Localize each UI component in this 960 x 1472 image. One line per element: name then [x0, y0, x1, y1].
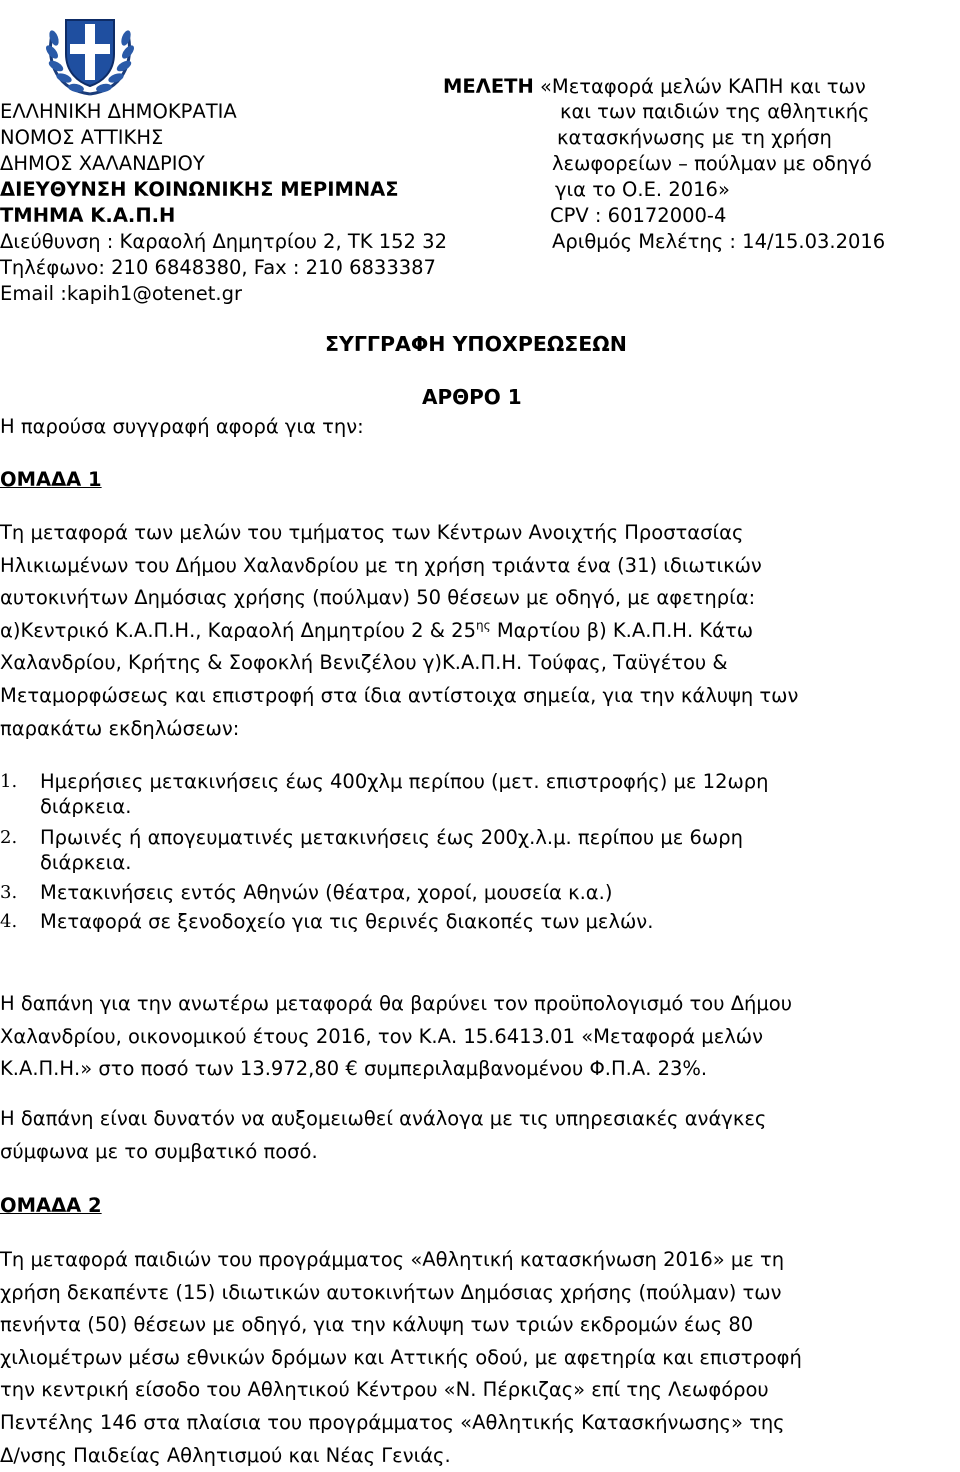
paragraph-line: Χαλανδρίου, οικονομικού έτους 2016, τον Κ.Α. 15.6413.01 «Μεταφορά μελών	[0, 1024, 764, 1048]
list-number: 4.	[0, 911, 18, 932]
paragraph-line: Τη μεταφορά των μελών του τμήματος των Κέντρων Ανοιχτής Προστασίας	[0, 521, 744, 544]
paragraph-line: Χαλανδρίου, Κρήτης & Σοφοκλή Βενιζέλου γ)Κ.Α.Π.Η. Τούφας, Ταϋγέτου &	[0, 651, 728, 675]
paragraph-line: Κ.Α.Π.Η.» στο ποσό των 13.972,80 € συμπεριλαμβανομένου Φ.Π.Α. 23%.	[0, 1057, 708, 1081]
paragraph-line: αυτοκινήτων Δημόσιας χρήσης (πούλμαν) 50 θέσεων με οδηγό, με αφετηρία:	[0, 586, 756, 610]
paragraph-line: Πεντέλης 146 στα πλαίσια του προγράμματος «Αθλητικής Κατασκήνωσης» της	[0, 1410, 785, 1434]
study-title-text: «Μεταφορά μελών ΚΑΠΗ και των	[539, 75, 866, 98]
paragraph-line: παρακάτω εκδηλώσεων:	[0, 716, 240, 740]
study-title-line: κατασκήνωσης με τη χρήση	[557, 126, 832, 149]
paragraph-line: χρήση δεκαπέντε (15) ιδιωτικών αυτοκινήτων Δημόσιας χρήσης (πούλμαν) των	[0, 1280, 782, 1304]
study-title-line-1	[443, 74, 866, 100]
paragraph-line: Ηλικιωμένων του Δήμου Χαλανδρίου με τη χρήση τριάντα ένα (31) ιδιωτικών	[0, 553, 762, 577]
cpv-code: CPV : 60172000-4	[550, 204, 727, 227]
header-address: Διεύθυνση : Καραολή Δημητρίου 2, ΤΚ 152 32	[0, 230, 447, 253]
list-number: 3.	[0, 882, 18, 903]
header-phone: Τηλέφωνο: 210 6848380, Fax : 210 6833387	[0, 256, 436, 279]
paragraph-line: χιλιομέτρων μέσω εθνικών δρόμων και Αττικής οδού, με αφετηρία και επιστροφή	[0, 1345, 802, 1369]
list-text: διάρκεια.	[40, 794, 132, 818]
section-name: ΤΜΗΜΑ Κ.Α.Π.Η	[0, 204, 176, 227]
study-title-line: λεωφορείων – πούλμαν με οδηγό	[552, 152, 872, 175]
paragraph-line: την κεντρική είσοδο του Αθλητικού Κέντρου «Ν. Πέρκιζας» επί της Λεωφόρου	[0, 1378, 769, 1402]
paragraph-line: πενήντα (50) θέσεων με οδηγό, για την κάλυψη των τριών εκδρομών έως 80	[0, 1313, 754, 1337]
coat-of-arms-icon	[40, 4, 140, 100]
paragraph-line: Δ/νσης Παιδείας Αθλητισμού και Νέας Γενιάς.	[0, 1443, 451, 1467]
group-1-paragraph	[0, 517, 957, 745]
header-email: Email :kapih1@otenet.gr	[0, 282, 242, 305]
study-title-line: και των παιδιών της αθλητικής	[560, 100, 870, 123]
ordinal-suffix: ης	[475, 618, 491, 633]
list-number: 2.	[0, 827, 18, 848]
intro-text: Η παρούσα συγγραφή αφορά για την:	[0, 415, 364, 438]
paragraph-line: Τη μεταφορά παιδιών του προγράμματος «Αθλητική κατασκήνωση 2016» με τη	[0, 1248, 785, 1271]
line-segment: Μαρτίου β) Κ.Α.Π.Η. Κάτω	[490, 618, 754, 642]
list-text: Ημερήσιες μετακινήσεις έως 400χλμ περίπου (μετ. επιστροφής) με 12ωρη	[40, 770, 769, 793]
list-number: 1.	[0, 771, 18, 792]
list-text: Μετακινήσεις εντός Αθηνών (θέατρα, χοροί, μουσεία κ.α.)	[40, 881, 613, 904]
header-left-line: ΝΟΜΟΣ ΑΤΤΙΚΗΣ	[0, 126, 164, 149]
article-heading: ΑΡΘΡΟ 1	[422, 385, 522, 409]
department-name: ΔΙΕΥΘΥΝΣΗ ΚΟΙΝΩΝΙΚΗΣ ΜΕΡΙΜΝΑΣ	[0, 178, 399, 201]
paragraph-line	[0, 615, 957, 648]
cost-paragraph	[0, 988, 957, 1086]
study-label: ΜΕΛΕΤΗ	[443, 75, 534, 98]
increase-paragraph	[0, 1103, 957, 1168]
header-left-line: ΔΗΜΟΣ ΧΑΛΑΝΔΡΙΟΥ	[0, 152, 205, 175]
paragraph-line: σύμφωνα με το συμβατικό ποσό.	[0, 1139, 318, 1163]
list-text: Πρωινές ή απογευματινές μετακινήσεις έως 200χ.λ.μ. περίπου με 6ωρη	[40, 826, 743, 849]
group-2-paragraph	[0, 1244, 957, 1472]
paragraph-line: Η δαπάνη για την ανωτέρω μεταφορά θα βαρύνει τον προϋπολογισμό του Δήμου	[0, 992, 793, 1015]
document-title: ΣΥΓΓΡΑΦΗ ΥΠΟΧΡΕΩΣΕΩΝ	[325, 332, 627, 356]
list-text: Μεταφορά σε ξενοδοχείο για τις θερινές διακοπές των μελών.	[40, 910, 654, 933]
list-text: διάρκεια.	[40, 850, 132, 874]
study-number: Αριθμός Μελέτης : 14/15.03.2016	[552, 230, 886, 253]
line-segment: α)Κεντρικό Κ.Α.Π.Η., Καραολή Δημητρίου 2 & 25	[0, 618, 476, 642]
paragraph-line: Μεταμορφώσεως και επιστροφή στα ίδια αντίστοιχα σημεία, για την κάλυψη των	[0, 683, 799, 707]
group-2-heading: ΟΜΑΔΑ 2	[0, 1194, 102, 1217]
study-title-line: για το Ο.Ε. 2016»	[555, 178, 730, 201]
group-1-heading: ΟΜΑΔΑ 1	[0, 468, 102, 491]
header-left-line: ΕΛΛΗΝΙΚΗ ΔΗΜΟΚΡΑΤΙΑ	[0, 100, 237, 123]
paragraph-line: Η δαπάνη είναι δυνατόν να αυξομειωθεί ανάλογα με τις υπηρεσιακές ανάγκες	[0, 1107, 767, 1130]
